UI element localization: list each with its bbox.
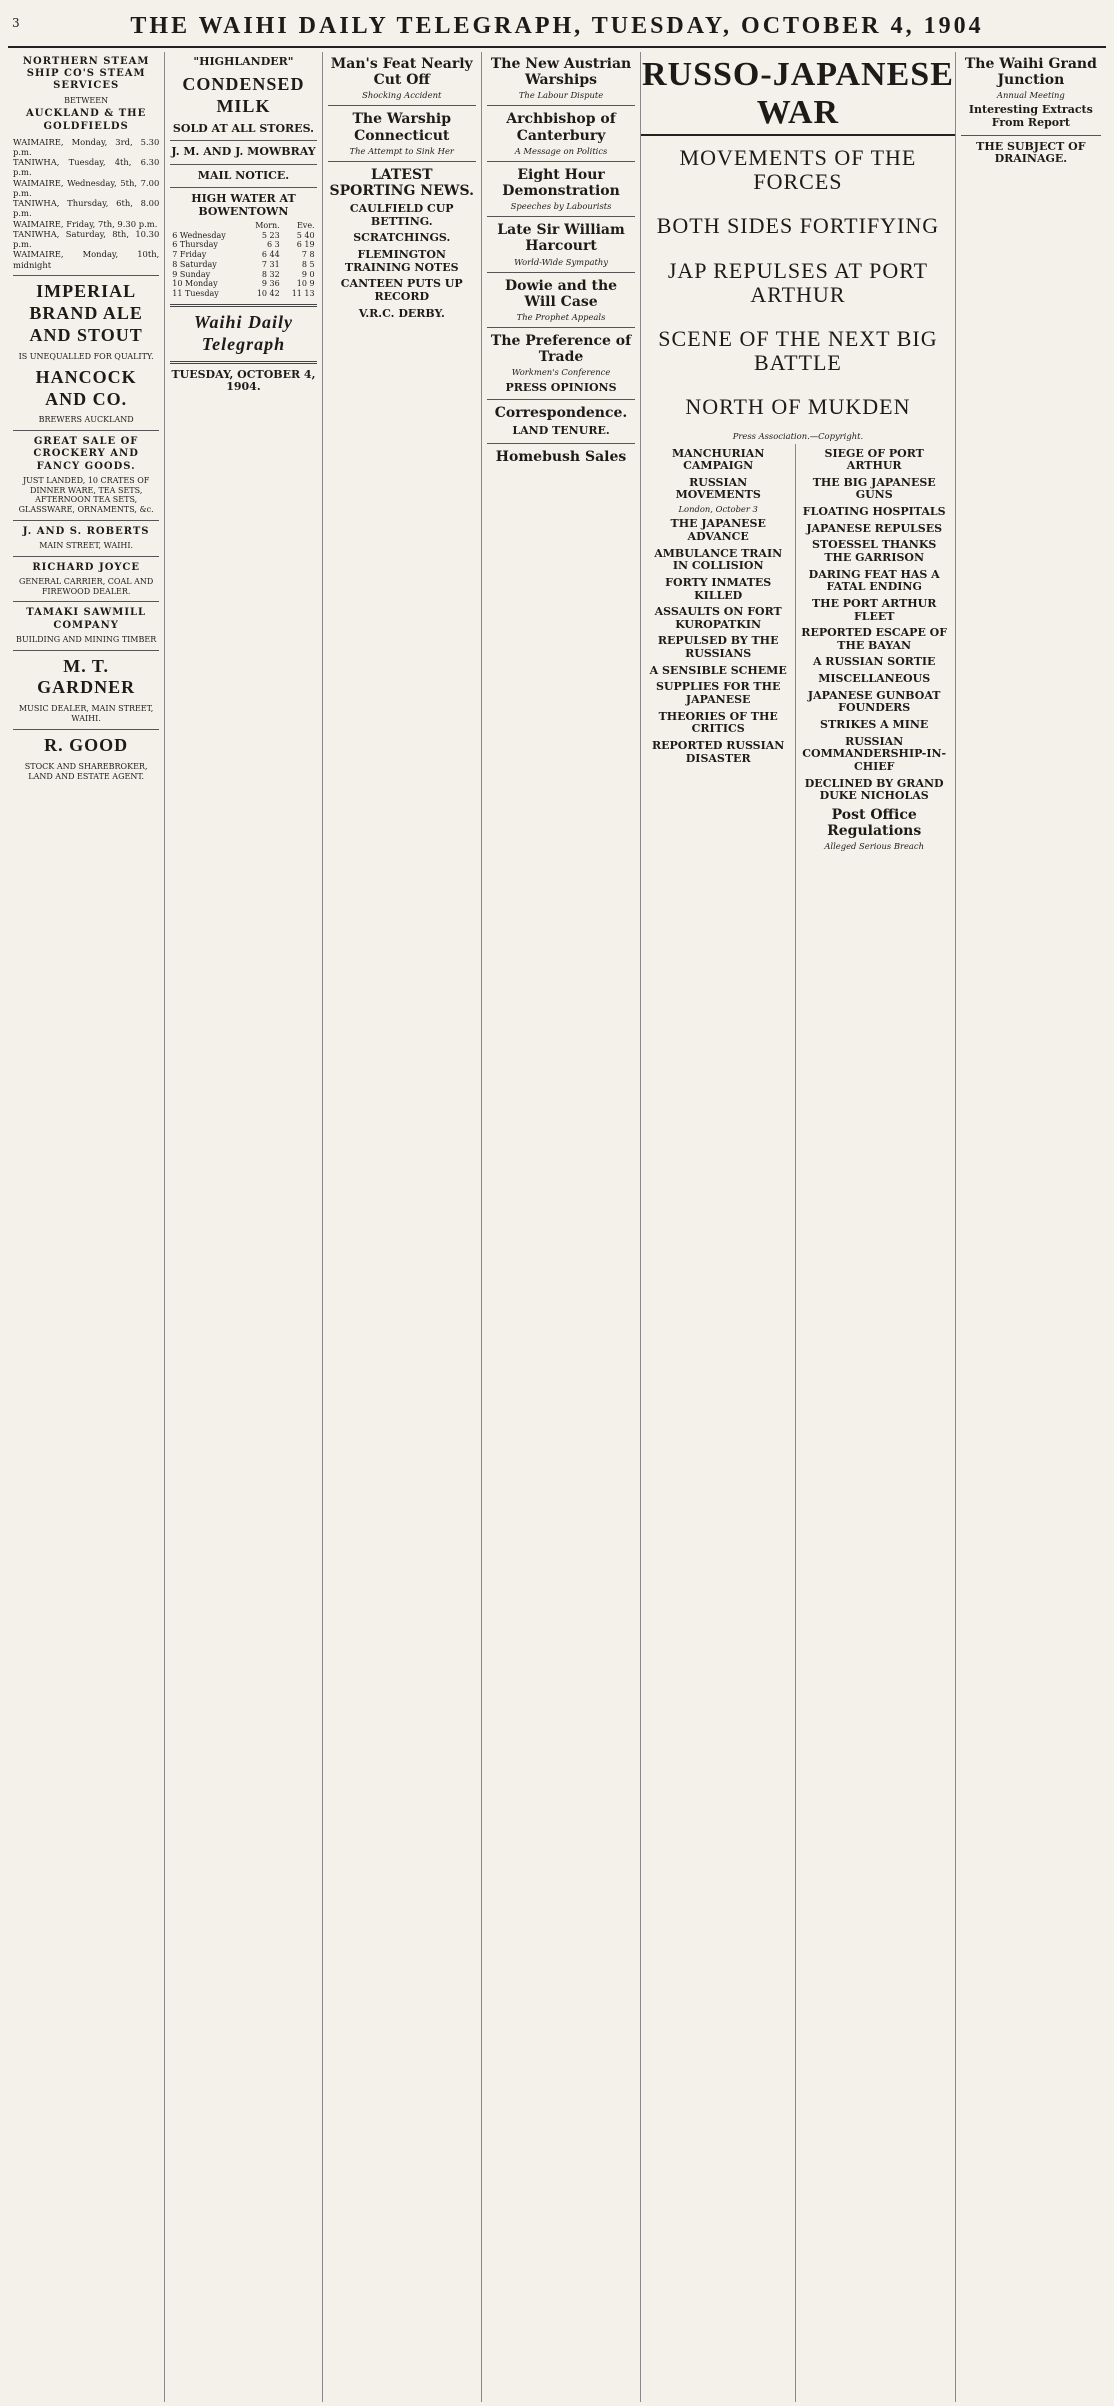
- sailing-list: WAIMAIRE, Monday, 3rd, 5.30 p.m. TANIWHA, Tuesday, 4th, 6.30 p.m. WAIMAIRE, Wednesday, 5th, 7.00 p.m. TANIWHA, Thursday, 6th, 8.00 p.m. WAIMAIRE, Friday, 7th, 9.30 p.m. TANIWHA, Saturday, 8th, 10.30 p.m. WAIMAIRE, Monday, 10th, midnight: [13, 136, 160, 270]
- tide-table: Morn. Eve. 6 Wednesday 5 23 5 40 6 Thursday 6 3 6 19 7 Friday 6 44 7 8 8 Saturday 7 31 8 5 9 Sunday 8 32 9 0 10 Monday 9 36 10 9 11 Tuesday 10 42 11 13: [172, 220, 315, 298]
- table-row: 8 Saturday 7 31 8 5: [172, 259, 315, 269]
- tamaki-sawmill-ad: TAMAKI SAWMILL COMPANY BUILDING AND MINING TIMBER: [16, 607, 157, 644]
- war-banner: RUSSO-JAPANESE WAR: [641, 52, 955, 136]
- column-advertisements-1: NORTHERN STEAM SHIP CO'S STEAM SERVICES BETWEEN AUCKLAND & THE GOLDFIELDS WAIMAIRE, Monday, 3rd, 5.30 p.m. TANIWHA, Tuesday, 4th, 6.30 p.m. WAIMAIRE, Wednesday, 5th, 7.00 p.m. TANIWHA, Thursday, 6th, 8.00 p.m. WAIMAIRE, Friday, 7th, 9.30 p.m. TANIWHA, Saturday, 8th, 10.30 p.m. WAIMAIRE, Monday, 10th, midnight IMPERIAL BRAND ALE AND STOUT IS UNEQUALLED FOR QUALITY. HANCOCK AND CO. BREWERS AUCKLAND GREAT SALE OF CROCKERY AND FANCY GOODS. JUST LANDED, 10 CRATES OF DINNER WARE, TEA SETS, AFTERNOON TEA SETS, GLASSWARE, ORNAMENTS, &c. J. AND S. ROBERTS MAIN STREET, WAIHI. RICHARD JOYCE GENERAL CARRIER, COAL AND FIREWOOD DEALER. TAMAKI SAWMILL COMPANY BUILDING AND MINING TIMBER M. T. GARDNER MUSIC DEALER, MAIN STREET, WAIHI. R. GOOD STOCK AND SHAREBROKER, LAND AND ESTATE AGENT.: [8, 52, 165, 2402]
- paper-nameplate: Waihi Daily Telegraph: [193, 311, 294, 354]
- war-column-right: SIEGE OF PORT ARTHUR THE BIG JAPANESE GUNS FLOATING HOSPITALS JAPANESE REPULSES STOESSEL THANKS THE GARRISON DARING FEAT HAS A FATAL ENDING THE PORT ARTHUR FLEET REPORTED ESCAPE OF THE BAYAN A RUSSIAN SORTIE MISCELLANEOUS JAPANESE GUNBOAT FOUNDERS STRIKES A MINE RUSSIAN COMMANDERSHIP-IN-CHIEF DECLINED BY GRAND DUKE NICHOLAS Post Office Regulations Alleged Serious Breach: [801, 446, 948, 852]
- table-row: 6 Thursday 6 3 6 19: [172, 240, 315, 250]
- issue-date: TUESDAY, OCTOBER 4, 1904.: [171, 367, 316, 394]
- hancock-ad: HANCOCK AND CO.: [35, 366, 137, 409]
- joyce-carrier-ad: RICHARD JOYCE GENERAL CARRIER, COAL AND FIREWOOD DEALER.: [19, 561, 154, 596]
- masthead: [8, 6, 1106, 48]
- column-news-sport: Man's Feat Nearly Cut Off Shocking Accident The Warship Connecticut The Attempt to Sink Her LATEST SPORTING NEWS. CAULFIELD CUP BETTING. SCRATCHINGS. FLEMINGTON TRAINING NOTES CANTEEN PUTS UP RECORD V.R.C. DERBY.: [323, 52, 482, 2402]
- imperial-ale-ad: IMPERIAL BRAND ALE AND STOUT: [29, 280, 143, 345]
- good-sharebroker-ad: R. GOOD STOCK AND SHAREBROKER, LAND AND ESTATE AGENT.: [24, 734, 148, 781]
- mail-notice-heading: MAIL NOTICE.: [197, 168, 290, 182]
- newspaper-title: THE WAIHI DAILY TELEGRAPH, TUESDAY, OCTOBER 4, 1904: [130, 13, 984, 39]
- gardner-music-ad: M. T. GARDNER MUSIC DEALER, MAIN STREET, WAIHI.: [18, 655, 154, 724]
- table-row: 11 Tuesday 10 42 11 13: [172, 289, 315, 298]
- table-row: 10 Monday 9 36 10 9: [172, 279, 315, 289]
- column-cable-news: The New Austrian Warships The Labour Dispute Archbishop of Canterbury A Message on Politics Eight Hour Demonstration Speeches by Labourists Late Sir William Harcourt World-Wide Sympathy Dowie and the Will Case The Prophet Appeals The Preference of Trade Workmen's Conference PRESS OPINIONS Correspondence. LAND TENURE. Homebush Sales: [482, 52, 641, 2402]
- steamship-ad: NORTHERN STEAM SHIP CO'S STEAM SERVICES BETWEEN AUCKLAND & THE GOLDFIELDS: [22, 56, 150, 132]
- war-column-left: MANCHURIAN CAMPAIGN RUSSIAN MOVEMENTS London, October 3 THE JAPANESE ADVANCE AMBULANCE TRAIN IN COLLISION FORTY INMATES KILLED ASSAULTS ON FORT KUROPATKIN REPULSED BY THE RUSSIANS A SENSIBLE SCHEME SUPPLIES FOR THE JAPANESE THEORIES OF THE CRITICS REPORTED RUSSIAN DISASTER: [641, 444, 796, 2403]
- sporting-news-heading: LATEST SPORTING NEWS.: [329, 166, 474, 199]
- war-news-section: RUSSO-JAPANESE WAR MOVEMENTS OF THE FORCES BOTH SIDES FORTIFYING JAP REPULSES AT PORT ARTHUR SCENE OF THE NEXT BIG BATTLE NORTH OF MUKDEN Press Association.—Copyright. MANCHURIAN CAMPAIGN RUSSIAN MOVEMENTS London, October 3 THE JAPANESE ADVANCE AMBULANCE TRAIN IN COLLISION FORTY INMATES KILLED ASSAULTS ON FORT KUROPATKIN REPULSED BY THE RUSSIANS A SENSIBLE SCHEME SUPPLIES FOR THE JAPANESE THEORIES OF THE CRITICS REPORTED RUSSIAN DISASTER SIEGE OF PORT ARTHUR THE BIG JAPANESE GUNS FLOATING HOSPITALS JAPANESE REPULSES STOESSEL THANKS THE GARRISON DARING FEAT HAS A FATAL ENDING THE PORT ARTHUR FLEET REPORTED ESCAPE OF THE BAYAN A RUSSIAN SORTIE MISCELLANEOUS JAPANESE GUNBOAT FOUNDERS STRIKES A MINE RUSSIAN COMMANDERSHIP-IN-CHIEF DECLINED BY GRAND DUKE NICHOLAS Post Office Regulations Alleged Serious Breach: [641, 52, 956, 2402]
- page-number: 3: [12, 16, 20, 30]
- column-notices: "HIGHLANDER" CONDENSED MILK SOLD AT ALL STORES. J. M. AND J. MOWBRAY MAIL NOTICE. HIGH WATER AT BOWENTOWN Morn. Eve. 6 Wednesday 5 23 5 40 6 Thursday 6 3 6 19 7 Friday 6 44 7 8 8 Saturday 7 31 8 5 9 Sunday 8 32 9 0 10 Monday 9 36 10 9 11 Tuesday 10 42 11 13 Waihi Daily Telegraph TUESDAY, OCTOBER 4, 1904.: [165, 52, 322, 2402]
- table-row: 6 Wednesday 5 23 5 40: [172, 230, 315, 240]
- crockery-ad: GREAT SALE OF CROCKERY AND FANCY GOODS. JUST LANDED, 10 CRATES OF DINNER WARE, TEA SETS, AFTERNOON TEA SETS, GLASSWARE, ORNAMENTS, &c.: [18, 436, 154, 515]
- condensed-milk-heading: CONDENSED MILK: [182, 73, 305, 116]
- table-row: 7 Friday 6 44 7 8: [172, 250, 315, 259]
- high-water-heading: HIGH WATER AT BOWENTOWN: [191, 192, 296, 219]
- column-grand-junction: The Waihi Grand Junction Annual Meeting Interesting Extracts From Report THE SUBJECT OF DRAINAGE.: [956, 52, 1106, 2402]
- roberts-ad: J. AND S. ROBERTS MAIN STREET, WAIHI.: [22, 525, 150, 550]
- highlander-heading: "HIGHLANDER": [193, 55, 294, 68]
- table-row: 9 Sunday 8 32 9 0: [172, 269, 315, 279]
- mowbray-heading: J. M. AND J. MOWBRAY: [171, 145, 316, 159]
